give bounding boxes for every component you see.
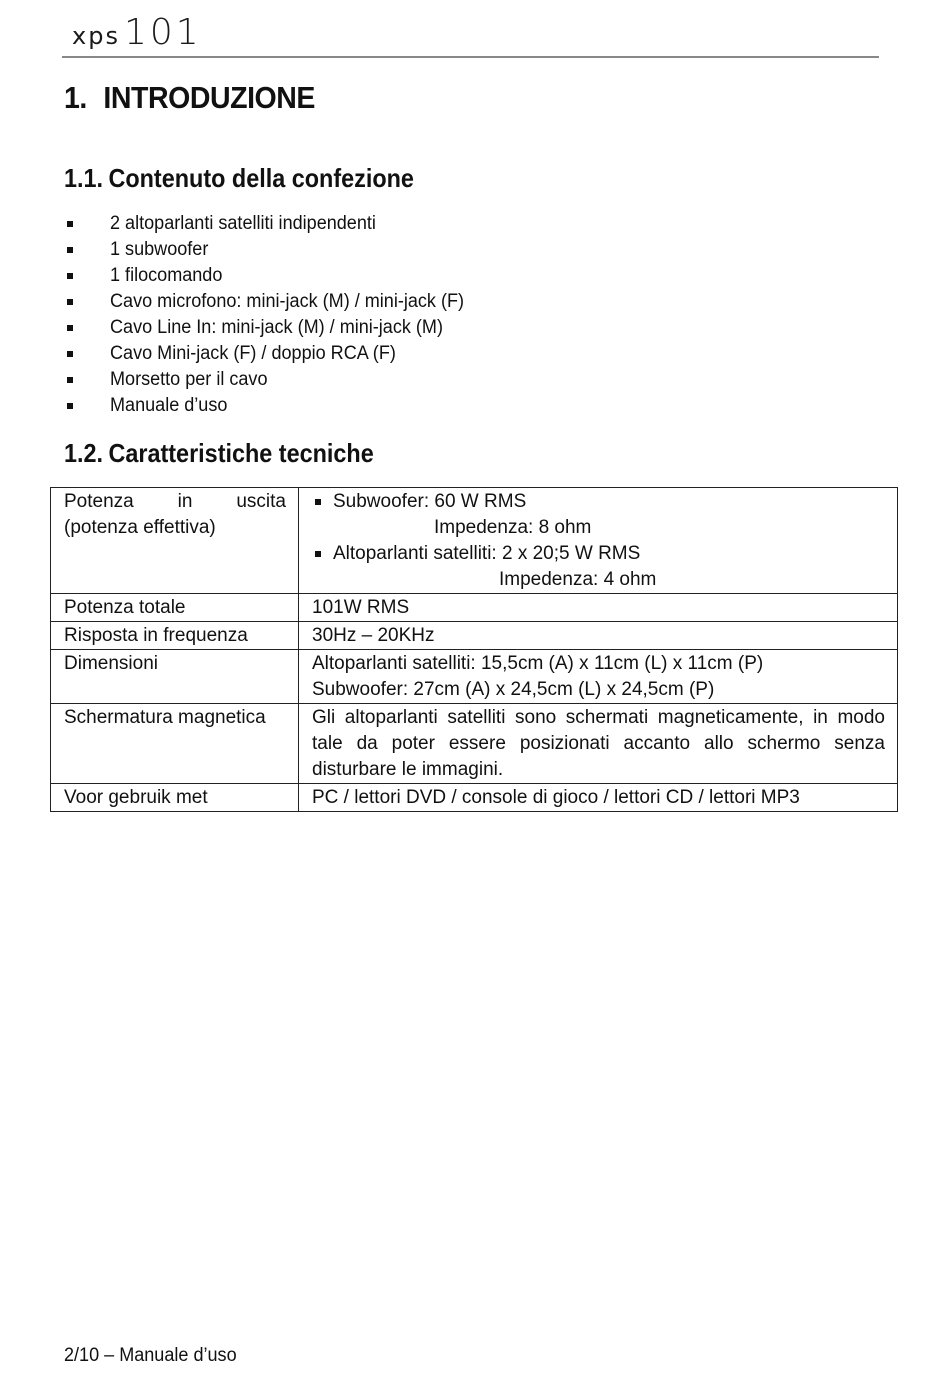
spec-value: Gli altoparlanti satelliti sono schermati magneticamente, in modo tale da poter essere posizionati accanto allo schermo senza disturbare le immagini. [299, 704, 898, 784]
spec-label: Potenza totale [51, 594, 299, 622]
subsection-title-text: Contenuto della confezione [108, 163, 414, 193]
list-item: Cavo microfono: mini-jack (M) / mini-jack (F) [64, 289, 483, 315]
bullet-icon [67, 221, 73, 227]
table-row [51, 594, 898, 622]
section-title [64, 80, 315, 116]
bullet-icon [67, 247, 73, 253]
subsection-specs-title [64, 438, 374, 469]
logo-number: 101 [123, 12, 202, 53]
bullet-icon [67, 377, 73, 383]
contents-list [64, 211, 483, 419]
bullet-icon [67, 273, 73, 279]
table-row [51, 784, 898, 812]
bullet-icon [67, 325, 73, 331]
header-rule [62, 56, 879, 58]
subsection-number: 1.2. [64, 438, 104, 468]
spec-label: Dimensioni [51, 650, 299, 704]
list-item: Cavo Line In: mini-jack (M) / mini-jack (M) [64, 315, 483, 341]
bullet-icon [67, 351, 73, 357]
spec-value: 101W RMS [299, 594, 898, 622]
specs-table [50, 487, 898, 812]
section-title-text: INTRODUZIONE [103, 80, 315, 115]
spec-value: 30Hz – 20KHz [299, 622, 898, 650]
list-item: 1 subwoofer [64, 237, 483, 263]
section-number: 1. [64, 80, 87, 115]
list-item: Morsetto per il cavo [64, 367, 483, 393]
bullet-icon [67, 299, 73, 305]
logo-xps: xps [72, 22, 120, 50]
subsection-contents-title [64, 163, 414, 194]
subsection-number: 1.1. [64, 163, 104, 193]
page-footer: 2/10 – Manuale d’uso [64, 1345, 237, 1366]
table-row [51, 488, 898, 594]
list-item: 2 altoparlanti satelliti indipendenti [64, 211, 483, 237]
spec-value: Subwoofer: 60 W RMS Impedenza: 8 ohm Altoparlanti satelliti: 2 x 20;5 W RMS Impedenza: 4 ohm [299, 488, 898, 594]
brand-logo [72, 12, 202, 53]
bullet-icon [67, 403, 73, 409]
spec-label: Risposta in frequenza [51, 622, 299, 650]
spec-value: PC / lettori DVD / console di gioco / lettori CD / lettori MP3 [299, 784, 898, 812]
table-row [51, 622, 898, 650]
spec-label: Schermatura magnetica [51, 704, 299, 784]
subsection-title-text: Caratteristiche tecniche [108, 438, 374, 468]
bullet-icon [315, 551, 321, 557]
spec-value: Altoparlanti satelliti: 15,5cm (A) x 11cm (L) x 11cm (P) Subwoofer: 27cm (A) x 24,5cm (L) x 24,5cm (P) [299, 650, 898, 704]
bullet-icon [315, 499, 321, 505]
table-row [51, 650, 898, 704]
spec-label: Voor gebruik met [51, 784, 299, 812]
list-item: Cavo Mini-jack (F) / doppio RCA (F) [64, 341, 483, 367]
list-item: 1 filocomando [64, 263, 483, 289]
spec-label: Potenza in uscita (potenza effettiva) [51, 488, 299, 594]
list-item: Manuale d’uso [64, 393, 483, 419]
table-row [51, 704, 898, 784]
